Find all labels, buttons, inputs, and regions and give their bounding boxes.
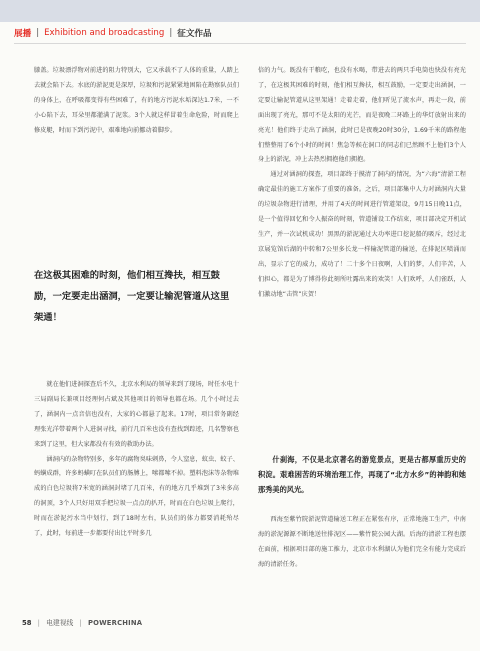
category-label: Exhibition and broadcasting [44,28,165,38]
footer-separator: | [37,619,40,627]
left-column-bottom [34,378,239,542]
emphasis-paragraph [258,452,466,498]
page-footer [22,617,142,627]
right-column-top [258,64,466,303]
subsection-label: 征文作品 [177,29,212,39]
header-separator: | [36,28,40,38]
magazine-name: 电建视线 [46,619,74,627]
pull-quote-text: 在这极其困难的时刻，他们相互搀扶，相互鼓励，一定要走出涵洞，一定要让输泥管道从这里架通！ [34,270,230,323]
page-header [14,26,212,40]
paragraph: 涵洞内的杂物特别多，多年的腐物臭味刺鼻，令人窒息，蚊虫、蚊子、蚂蟥成群，许多蚂蟥叮在队员们的肠膊上，嗦都嗦不掉。塑料泡沫等杂物堆成的白色垃圾将7米宽的涵洞封堵了几百米，有的地方几乎堆到了3米多高的洞顶，3个人只好用双手把垃圾一点点的扒开，时而在白色垃圾上爬行，时而在淤泥污水当中划行，到了18时左右，队员们的体力都要消耗殆尽了，此时，每前进一步都要付出比平时多几 [34,455,239,538]
pull-quote [34,265,230,328]
left-column-top [34,64,239,139]
emphasis-text: 什刹海，不仅是北京著名的游览景点，更是古都厚重历史的积淀。艰难困苦的环境治理工作，再现了“北方水乡”的神韵和她那秀美的风光。 [258,455,466,495]
paragraph: 就在他们进洞探查后不久，北京水利局的领导来到了现场，时任水电十三局副局长兼项目经理何占斌及其他项目的领导也都在场。几个小时过去了，涵洞内一点音信也没有，大家的心都悬了起来。17时，项目常务副经理张光洋带着两个人进洞寻找，前行几百米也没有查找到踪迹，几名警察也来到了这里，但大家都没有有效的救助办法。 [34,381,239,448]
paragraph: 膝盖。垃圾漂浮物对前进的阻力特别大，它又承载不了人体的重量，人踏上去就会陷下去。水底的淤泥更是深厚，垃圾和污泥紧紧地困陷在勘察队员们的身体上，在呼吸都变得有些困难了，有的地方污泥水垢深达1.7米，一不小心陷下去，耳朵里都灌满了泥浆。3个人就这样冒着生命危险，时而爬上修皮艇，时而下到污泥中，艰难地向前挪动着脚步。 [34,67,239,134]
footer-separator: | [79,619,82,627]
paragraph: 通过对涵洞的探查，项目部终于摸清了洞内的情况，为“六海”清淤工程确定最佳的施工方案作了重要的准备。之后，项目部集中人力对涵洞内大量的垃圾杂物进行清理，并用了4天的时间进行管道架设，9月15日晚11点，是一个值得回忆和令人振奋的时刻，管道铺设工作结束，项目部决定开机试生产，并一次试机成功！黑黑的淤泥通过大功率进口挖泥船的吸斥，经过北京展览馆后湖的中转和7公里多长龙一样输泥管道的输送，在排泥区喷涌而出，显示了它的威力，成功了！二十多个日夜啊，人们的梦，人们辛苦，人们担心，都是为了博得你此刻所吐露出来的欢笑！人们欢呼，人们雀跃，人们激动地“击管”庆贺！ [258,171,466,298]
paragraph: 西海至紫竹院淤泥管道输送工程正在紧张有序，正常地施工生产，中南海的淤泥源源不断地送往排泥区——紫竹院公园大湖。后海的清淤工程也摆在面前，根据项目部的施工推力，北京市水利湖认为他们完全有能力完成后海的清淤任务。 [258,516,466,568]
right-column-bottom [258,513,466,573]
section-label: 展播 [14,29,32,39]
header-separator: | [169,28,173,38]
page-number: 58 [22,619,32,627]
brand-name: POWERCHINA [87,619,143,627]
header-divider [14,43,466,44]
paragraph: 倍的力气。既没有干粮吃，也没有水喝，带进去的两只手电筒也快没有亮光了，在这极其困难的时刻，他们相互搀扶，相互鼓励，一定要走出涵洞，一定要让输泥管道从这里架通！走着走着，他们听见了流水声，再走一段，前面出现了亮光，那可不是太阳的光芒，而是夜晚二环路上的华灯放射出来的亮光！他们终于走出了涵洞，此时已是夜晚20时30分，1.69千米的路程他们整整用了6个小时的时间！焦急等候在洞口的同志们已然顾不上他们3个人身上的淤泥，冲上去热烈拥抱他们拥抱。 [258,67,466,164]
top-band [0,0,480,22]
